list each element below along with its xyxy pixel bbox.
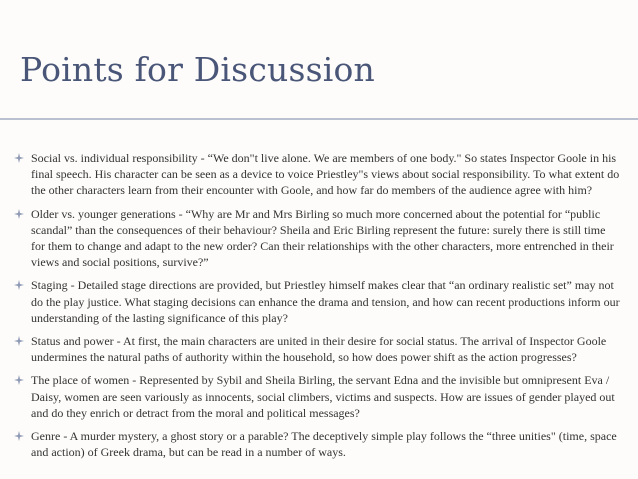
title-divider <box>0 118 638 120</box>
bullet-genre <box>14 428 620 460</box>
four-point-star-icon <box>14 336 24 346</box>
bullet-text: Social vs. individual responsibility - “We don"t live alone. We are members of one body." So states Inspector Goole in his final speech. His character can be seen as a device to voice Priestley"s views about social responsibility. To what extent do the other characters learn from their encounter with Goole, and how far do members of the audience agree with him? <box>31 151 620 198</box>
four-point-star-icon <box>14 280 24 290</box>
four-point-star-icon <box>14 209 24 219</box>
bullet-text: The place of women - Represented by Sybil and Sheila Birling, the servant Edna and the invisible but omnipresent Eva / Daisy, women are seen variously as innocents, social climbers, victims and suspects. How are issues of gender played out and do they enrich or detract from the moral and political messages? <box>31 373 615 420</box>
bullet-older-vs-younger <box>14 206 620 271</box>
discussion-points-list <box>14 150 620 467</box>
bullet-social-vs-individual <box>14 150 620 199</box>
bullet-text: Genre - A murder mystery, a ghost story or a parable? The deceptively simple play follows the “three unities" (time, space and action) of Greek drama, but can be read in a number of ways. <box>31 429 617 460</box>
bullet-text: Older vs. younger generations - “Why are Mr and Mrs Birling so much more concerned about the potential for “public scandal” than the consequences of their behaviour? Sheila and Eric Birling represent the future: surely there is still time for them to change and adapt to the new order? Can their relationships with the other characters, more entrenched in their views and social positions, survive?” <box>31 206 614 270</box>
bullet-status-and-power <box>14 333 620 365</box>
four-point-star-icon <box>14 153 24 163</box>
bullet-place-of-women <box>14 372 620 421</box>
slide-title: Points for Discussion <box>20 50 376 89</box>
bullet-text: Staging - Detailed stage directions are provided, but Priestley himself makes clear that “an ordinary realistic set” may not do the play justice. What staging decisions can enhance the drama and tension, and how can recent productions inform our understanding of the lasting significance of this play? <box>31 278 620 325</box>
bullet-text: Status and power - At first, the main characters are united in their desire for social status. The arrival of Inspector Goole undermines the natural paths of authority within the household, so how does power shift as the action progresses? <box>31 334 607 365</box>
bullet-staging <box>14 277 620 326</box>
four-point-star-icon <box>14 375 24 385</box>
four-point-star-icon <box>14 431 24 441</box>
